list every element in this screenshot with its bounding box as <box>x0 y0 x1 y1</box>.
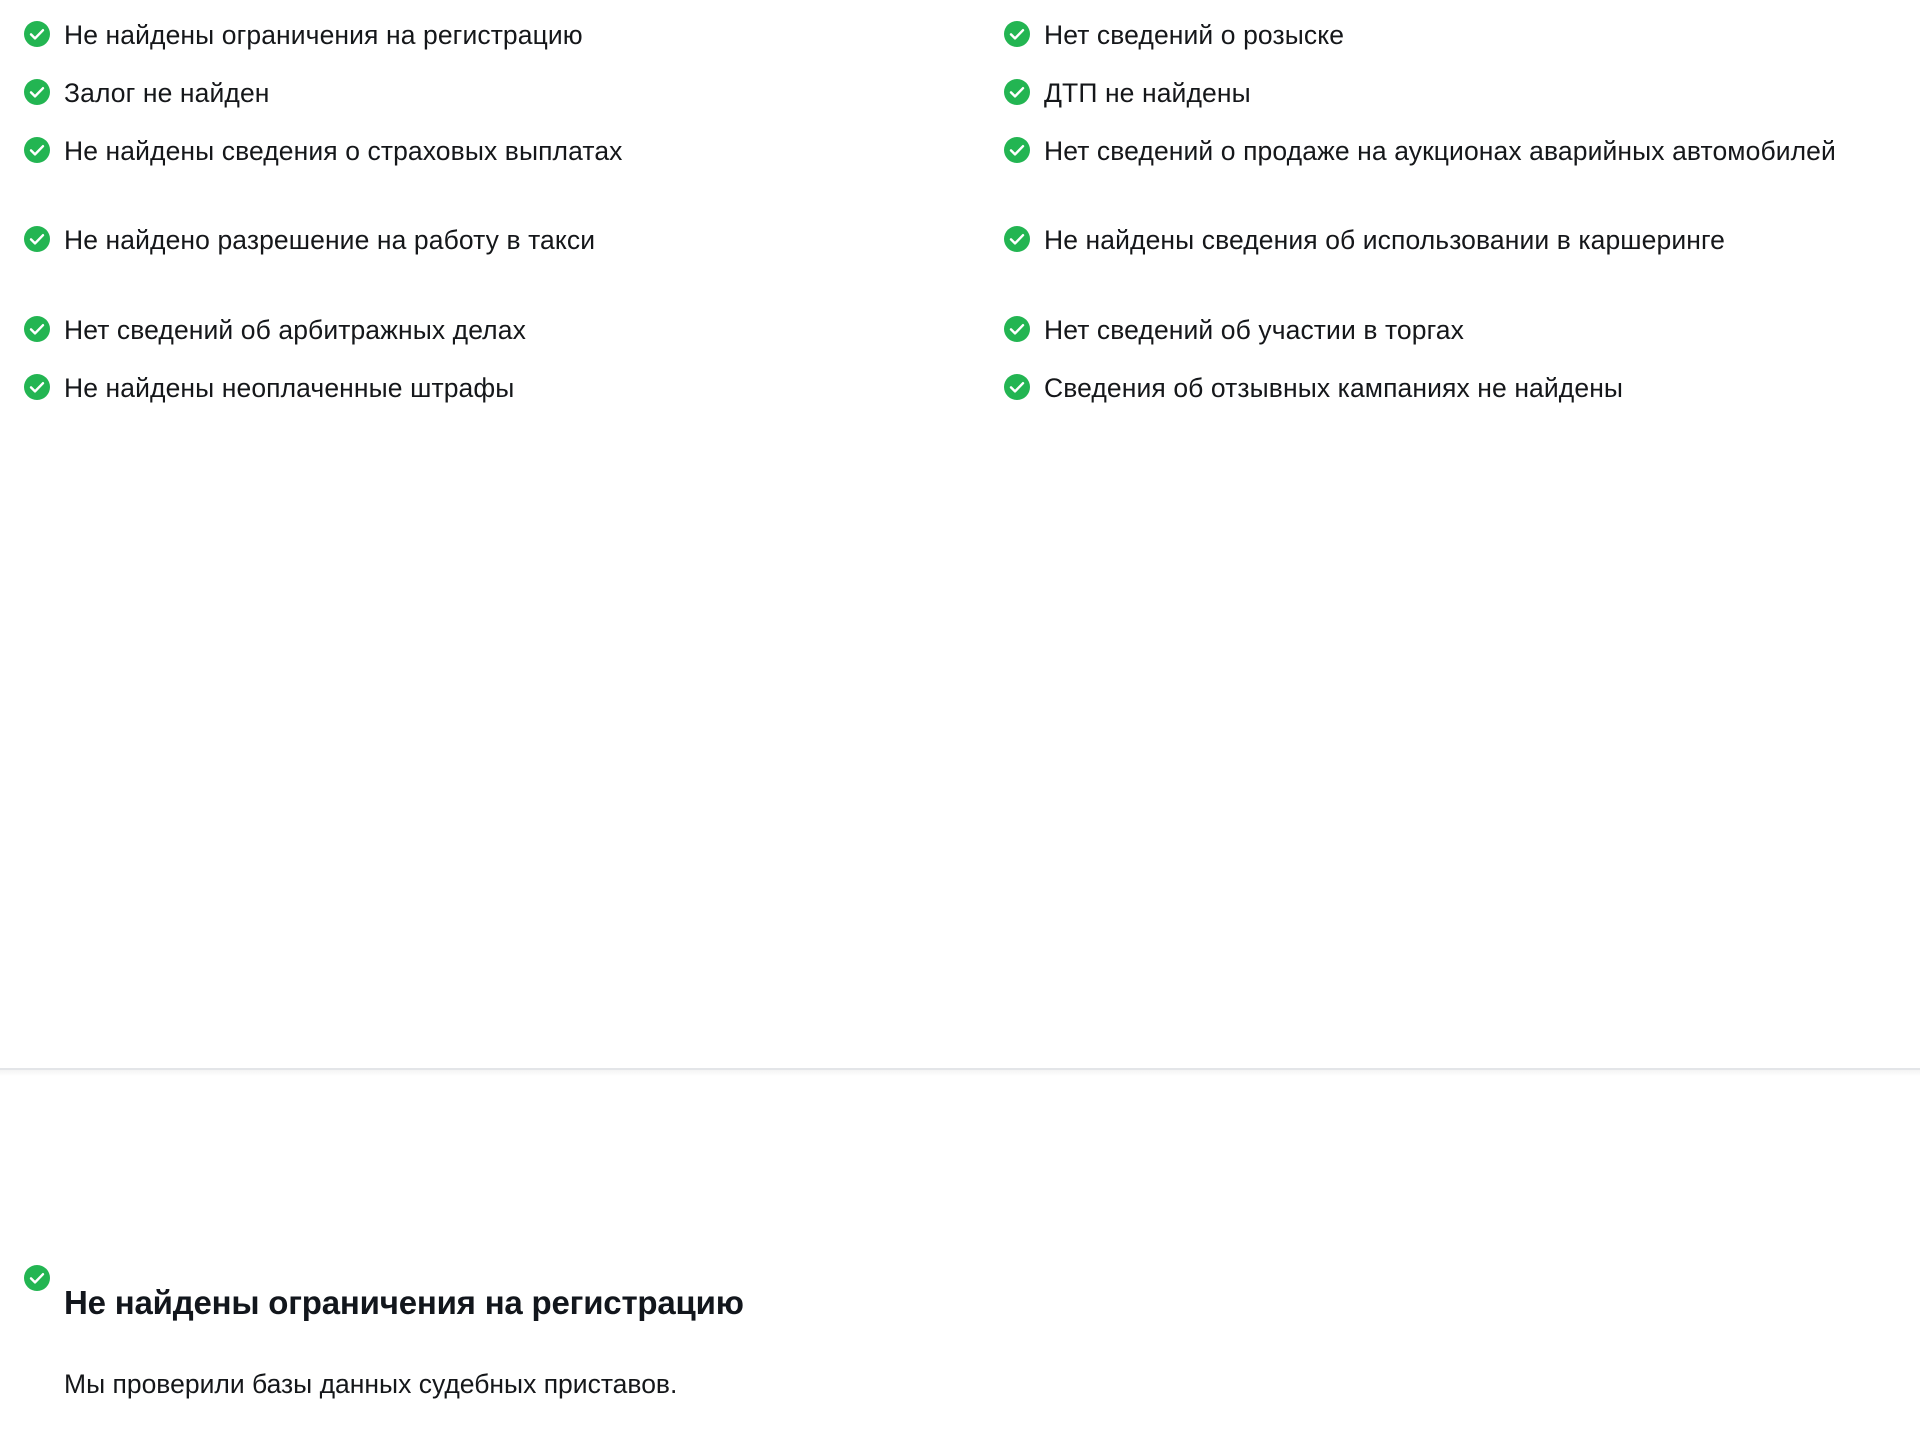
detail-block-registration-restrictions <box>0 1255 1920 1429</box>
check-item-label: Нет сведений о розыске <box>1044 20 1345 50</box>
check-item-label: Не найдены неоплаченные штрафы <box>64 372 515 403</box>
detail-heading-row <box>24 1255 1920 1353</box>
check-item <box>24 18 1004 54</box>
check-item-label: Нет сведений о продаже на аукционах аварийных автомобилей <box>1044 135 1836 166</box>
check-item <box>24 313 1004 349</box>
check-circle-icon <box>24 137 50 163</box>
check-circle-icon <box>24 226 50 252</box>
check-item-label: Не найдены сведения о страховых выплатах <box>64 135 623 166</box>
check-circle-icon <box>24 316 50 342</box>
check-item <box>1004 313 1920 349</box>
check-item <box>24 371 1004 407</box>
check-item-label: Не найдено разрешение на работу в такси <box>64 225 596 256</box>
detail-description: Мы проверили базы данных судебных приставов. <box>64 1368 678 1399</box>
checks-grid <box>0 18 1920 429</box>
check-circle-icon <box>24 79 50 105</box>
check-item-label: Нет сведений об участии в торгах <box>1044 315 1464 346</box>
check-circle-icon <box>1004 137 1030 163</box>
section-divider-shadow <box>0 1070 1920 1076</box>
check-item-label: ДТП не найдены <box>1044 77 1251 108</box>
check-item-label: Сведения об отзывных кампаниях не найдены <box>1044 372 1624 403</box>
check-item <box>1004 76 1920 112</box>
checks-section <box>0 0 1920 429</box>
check-circle-icon <box>1004 226 1030 252</box>
check-circle-icon <box>24 21 50 47</box>
check-item <box>24 223 1004 259</box>
detail-title: Не найдены ограничения на регистрацию <box>64 1284 744 1322</box>
check-item-label: Залог не найден <box>64 77 270 108</box>
check-item <box>24 76 1004 112</box>
check-circle-icon <box>1004 374 1030 400</box>
check-item-label: Не найдены сведения об использовании в каршеринге <box>1044 225 1725 256</box>
checks-column-right <box>1004 18 1920 429</box>
check-item <box>24 134 1004 170</box>
check-circle-icon <box>1004 79 1030 105</box>
check-item <box>1004 371 1920 407</box>
check-item-label: Не найдены ограничения на регистрацию <box>64 20 583 50</box>
check-circle-icon <box>24 1265 50 1291</box>
check-item-label: Нет сведений об арбитражных делах <box>64 315 526 346</box>
check-item <box>1004 134 1920 170</box>
check-circle-icon <box>1004 21 1030 47</box>
check-item <box>1004 223 1920 259</box>
check-item <box>1004 18 1920 54</box>
check-circle-icon <box>24 374 50 400</box>
check-circle-icon <box>1004 316 1030 342</box>
checks-column-left <box>24 18 1004 429</box>
